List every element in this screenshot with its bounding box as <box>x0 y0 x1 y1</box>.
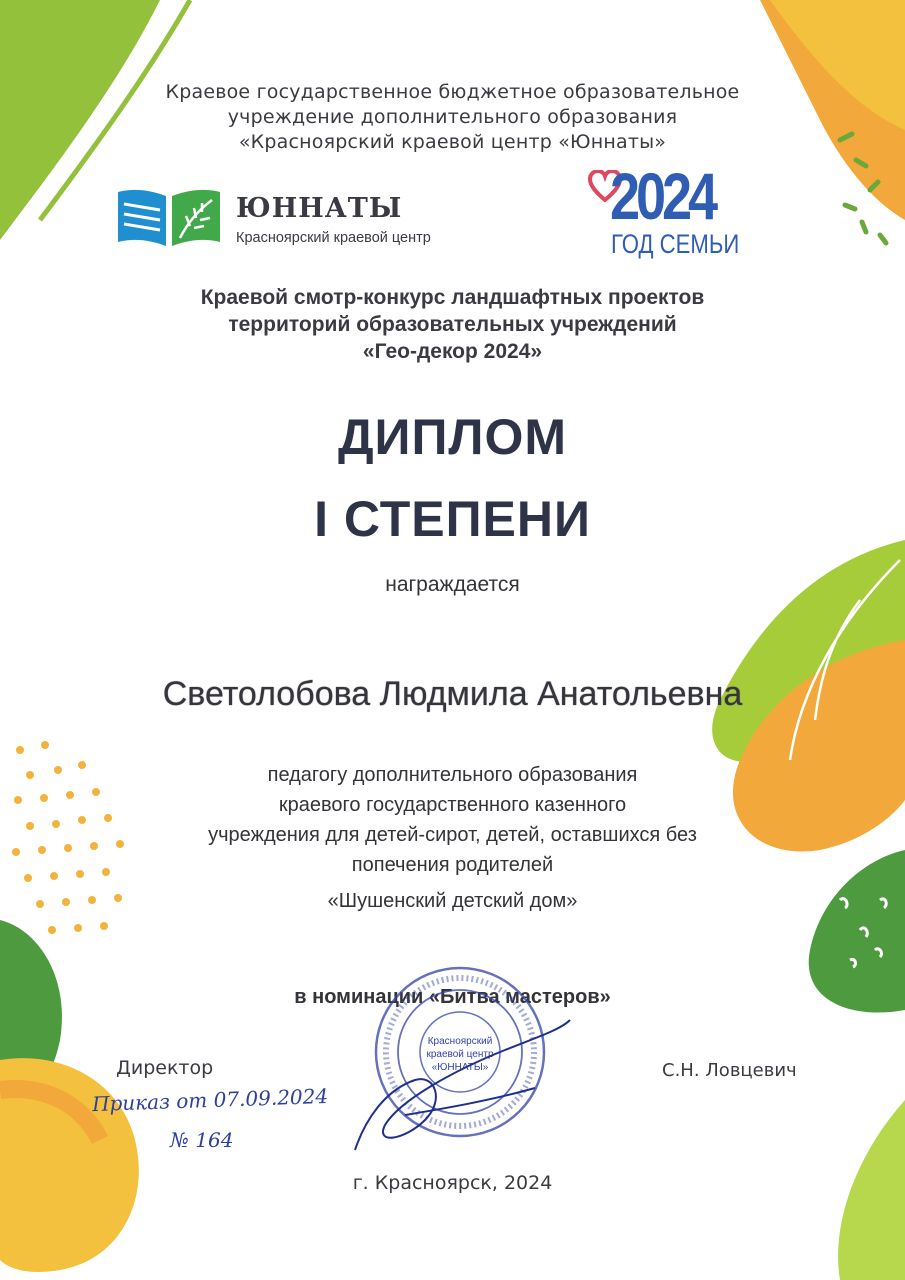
director-signature <box>345 1010 575 1160</box>
organization-line-1: Краевое государственное бюджетное образовательное <box>165 81 740 103</box>
year-number: 2024 <box>610 159 714 233</box>
stamp-line-1: Красноярский <box>427 1036 493 1047</box>
position-line-3: учреждения для детей-сирот, детей, оставшихся без <box>208 824 697 846</box>
stamp-line-3: «ЮННАТЫ» <box>431 1062 489 1073</box>
position-line-2: краевого государственного казенного <box>278 794 627 816</box>
nomination-text: в номинации «Битва мастеров» <box>294 986 611 1008</box>
handwritten-number: № 164 <box>170 1128 234 1152</box>
contest-title <box>0 284 905 365</box>
logo-subtitle: Красноярский краевой центр <box>236 230 431 246</box>
contest-line-1: Краевой смотр-конкурс ландшафтных проектов <box>200 286 705 309</box>
yunnaty-logo-icon <box>116 186 222 248</box>
diploma-degree: I СТЕПЕНИ <box>314 491 591 547</box>
organization-line-3: «Красноярский краевой центр «Юннаты» <box>238 131 667 153</box>
organization-header <box>0 80 905 155</box>
recipient-position <box>0 760 905 880</box>
handwritten-order: Приказ от 07.09.2024 <box>91 1083 329 1117</box>
recipient-name: Светолобова Людмила Анатольевна <box>162 675 743 713</box>
city-year: г. Красноярск, 2024 <box>352 1172 553 1194</box>
organization-line-2: учреждение дополнительного образования <box>227 106 678 128</box>
signature-role: Директор <box>116 1057 214 1079</box>
signature-name: С.Н. Ловцевич <box>662 1060 797 1081</box>
logo-name: ЮННАТЫ <box>236 193 403 224</box>
stamp-line-2: краевой центр <box>426 1049 494 1060</box>
contest-line-3: «Гео-декор 2024» <box>362 340 543 363</box>
institution-name: «Шушенский детский дом» <box>327 890 578 912</box>
awarded-text: награждается <box>385 573 520 596</box>
diploma-title: ДИПЛОМ <box>337 409 568 465</box>
year-subtitle: ГОД СЕМЬИ <box>611 229 740 259</box>
position-line-4: попечения родителей <box>351 854 554 876</box>
contest-line-2: территорий образовательных учреждений <box>228 313 677 336</box>
position-line-1: педагогу дополнительного образования <box>267 764 638 786</box>
